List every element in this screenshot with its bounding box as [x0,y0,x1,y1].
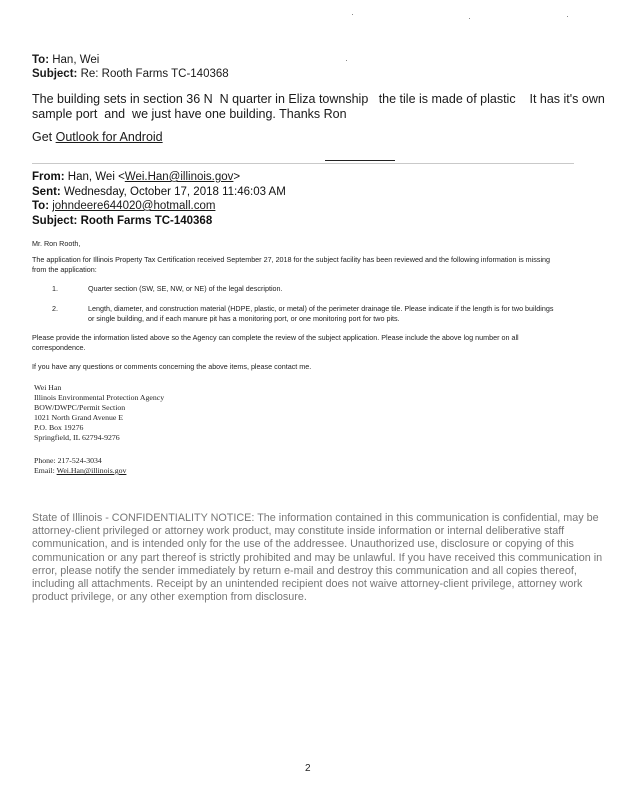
email-label: Email: [34,466,57,475]
scan-speck [352,14,353,15]
item-2-number: 2. [52,304,58,313]
confidentiality-line-1: State of Illinois - CONFIDENTIALITY NOTICE: The information contained in this communication is confidential, may be [32,512,599,524]
orig-subject-value: Rooth Farms TC-140368 [80,214,213,227]
reply-to-line [32,53,99,68]
reply-subject-line [32,67,229,82]
item-1-text: Quarter section (SW, SE, NW, or NE) of the legal description. [88,284,283,293]
confidentiality-line-3: communication, and is intended only for the use of the addressee. Unauthorized use, disclosure or copying of this [32,538,574,551]
orig-from-close: > [233,171,241,183]
confidentiality-line-6: including all attachments. Receipt by an unintended recipient does not waive attorney-client privilege, attorney work [32,578,583,591]
reply-to-value: Han, Wei [52,54,100,66]
reply-to-label: To: [32,54,50,66]
get-outlook-line [32,129,163,145]
item-2-text-line-1: Length, diameter, and construction material (HDPE, plastic, or metal) of the perimeter drainage tile. Please indicate if the length is for two buildings [88,304,554,313]
orig-sent-line [32,185,286,200]
page-number: 2 [305,763,311,774]
signature-name: Wei Han [34,383,62,392]
signature-email-link[interactable]: Wei.Han@illinois.gov [56,466,127,475]
item-1-number: 1. [52,284,58,293]
get-outlook-prefix: Get [32,130,56,144]
intro-line-2: from the application: [32,265,97,274]
confidentiality-notice [32,512,602,604]
orig-from-value: Han, Wei < [67,171,125,183]
salutation: Mr. Ron Rooth, [32,239,81,248]
orig-from-email-link[interactable]: Wei.Han@illinois.gov [124,171,234,183]
orig-subject-line [32,214,212,229]
signature-city: Springfield, IL 62794-9276 [34,433,120,442]
orig-sent-value: Wednesday, October 17, 2018 11:46:03 AM [63,185,286,198]
orig-to-line [32,199,215,214]
orig-subject-label: Subject: [32,214,78,227]
orig-sent-label: Sent: [32,185,61,198]
signature-email-line [34,466,126,476]
signature-street: 1021 North Grand Avenue E [34,413,124,422]
reply-body-line-1: The building sets in section 36 N N quarter in Eliza township the tile is made of plastic It has it's own [32,92,605,106]
scan-speck [469,18,470,19]
orig-to-email-link[interactable]: johndeere644020@hotmall.com [52,200,216,212]
orig-to-label: To: [32,200,50,212]
questions-line: If you have any questions or comments concerning the above items, please contact me. [32,362,312,371]
reply-subject-label: Subject: [32,68,78,80]
intro-line-1: The application for Illinois Property Tax Certification received September 27, 2018 for the subject facility has been reviewed and the following information is missing [32,255,551,264]
request-line-2: correspondence. [32,343,86,352]
scan-speck [346,60,347,61]
reply-subject-value: Re: Rooth Farms TC-140368 [80,68,229,80]
confidentiality-line-5: error, please notify the sender immediately by return e-mail and destroy this communication and all copies thereof, [32,564,577,577]
request-line-1: Please provide the information listed above so the Agency can complete the review of the subject application. Please include the above log number on all [32,333,519,342]
signature-phone-line [34,456,102,466]
confidentiality-line-4: communication or any part thereof is strictly prohibited and may be unlawful. If you have received this communication in [32,551,603,564]
separator-dark [325,160,395,161]
confidentiality-line-2: attorney-client privileged or attorney work product, may constitute inside information or internal deliberative staff [32,525,565,538]
signature-agency: Illinois Environmental Protection Agency [34,393,165,402]
phone-value: 217-524-3034 [57,456,102,465]
outlook-for-android-link[interactable]: Outlook for Android [55,130,163,144]
orig-from-label: From: [32,171,65,183]
item-2-text-line-2: or single building, and if each manure pit has a monitoring port, or one monitoring port for two pits. [88,313,400,323]
reply-body-line-2: sample port and we just have one building. Thanks Ron [32,107,347,121]
scan-speck [567,16,568,17]
signature-section: BOW/DWPC/Permit Section [34,403,126,412]
signature-po-box: P.O. Box 19276 [34,423,84,432]
separator-line [32,163,574,164]
phone-label: Phone: [34,456,58,465]
orig-from-line [32,170,240,185]
confidentiality-line-7: product privilege, or any other exemption from disclosure. [32,591,307,604]
signature-block [34,383,164,443]
